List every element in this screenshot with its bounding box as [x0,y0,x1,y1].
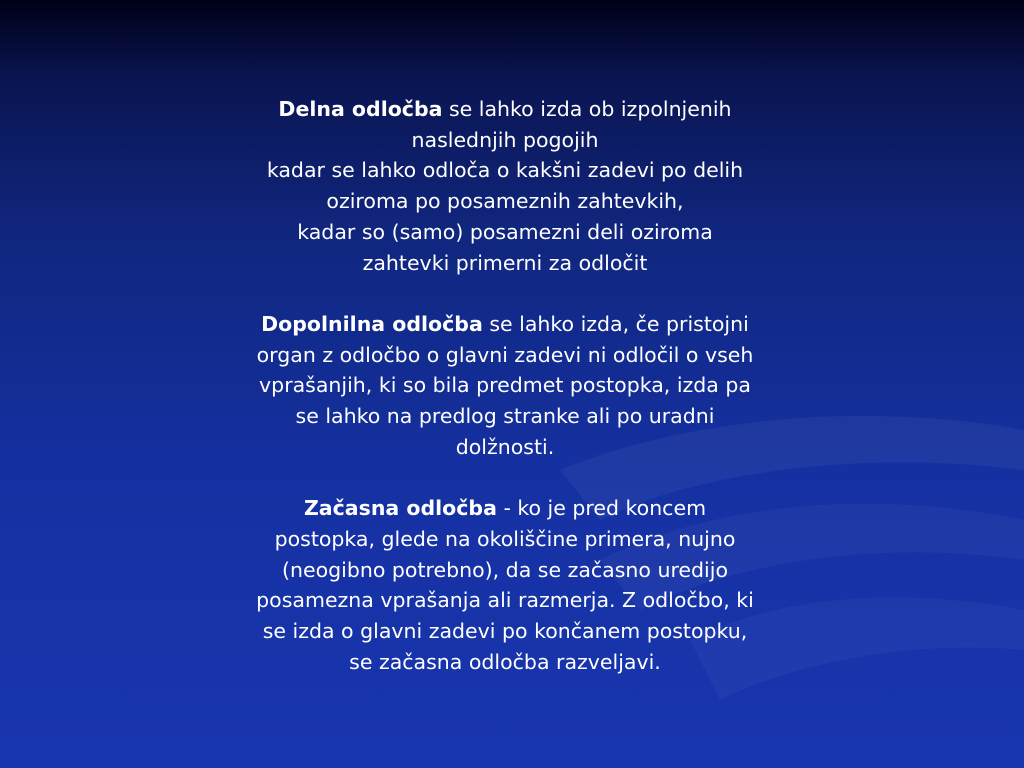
paragraph-delna-odlocba [180,94,830,278]
paragraph-text: - ko je pred koncem [496,496,707,521]
paragraph-text: posamezna vprašanja ali razmerja. Z odločbo, ki [256,588,754,613]
paragraph-text: vprašanjih, ki so bila predmet postopka, izda pa [259,373,751,398]
paragraph-text: se začasna odločba razveljavi. [349,649,661,674]
paragraph-text: se lahko na predlog stranke ali po uradni [295,404,715,429]
paragraph-text: (neogibno potrebno), da se začasno uredijo [282,557,728,582]
paragraph-text: zahtevki primerni za odločit [362,250,648,275]
term-delna-odlocba: Delna odločba [278,97,443,121]
paragraph-dopolnilna-odlocba [180,309,830,463]
paragraph-text: dolžnosti. [455,434,555,459]
term-dopolnilna-odlocba: Dopolnilna odločba [261,311,483,336]
paragraph-text: organ z odločbo o glavni zadevi ni odločil o vseh [256,342,754,367]
paragraph-text: se lahko izda ob izpolnjenih [442,97,732,121]
paragraph-text: kadar se lahko odloča o kakšni zadevi po delih [266,158,744,183]
slide-body [180,94,830,708]
paragraph-text: postopka, glede na okoliščine primera, nujno [274,526,736,551]
paragraph-text: se lahko izda, če pristojni [482,311,749,336]
paragraph-text: kadar so (samo) posamezni deli oziroma [297,219,713,244]
paragraph-text: oziroma po posameznih zahtevkih, [326,189,684,214]
term-zacasna-odlocba: Začasna odločba [303,496,497,521]
paragraph-text: se izda o glavni zadevi po končanem postopku, [262,618,748,643]
paragraph-zacasna-odlocba [180,493,830,677]
paragraph-text: naslednjih pogojih [411,127,599,152]
